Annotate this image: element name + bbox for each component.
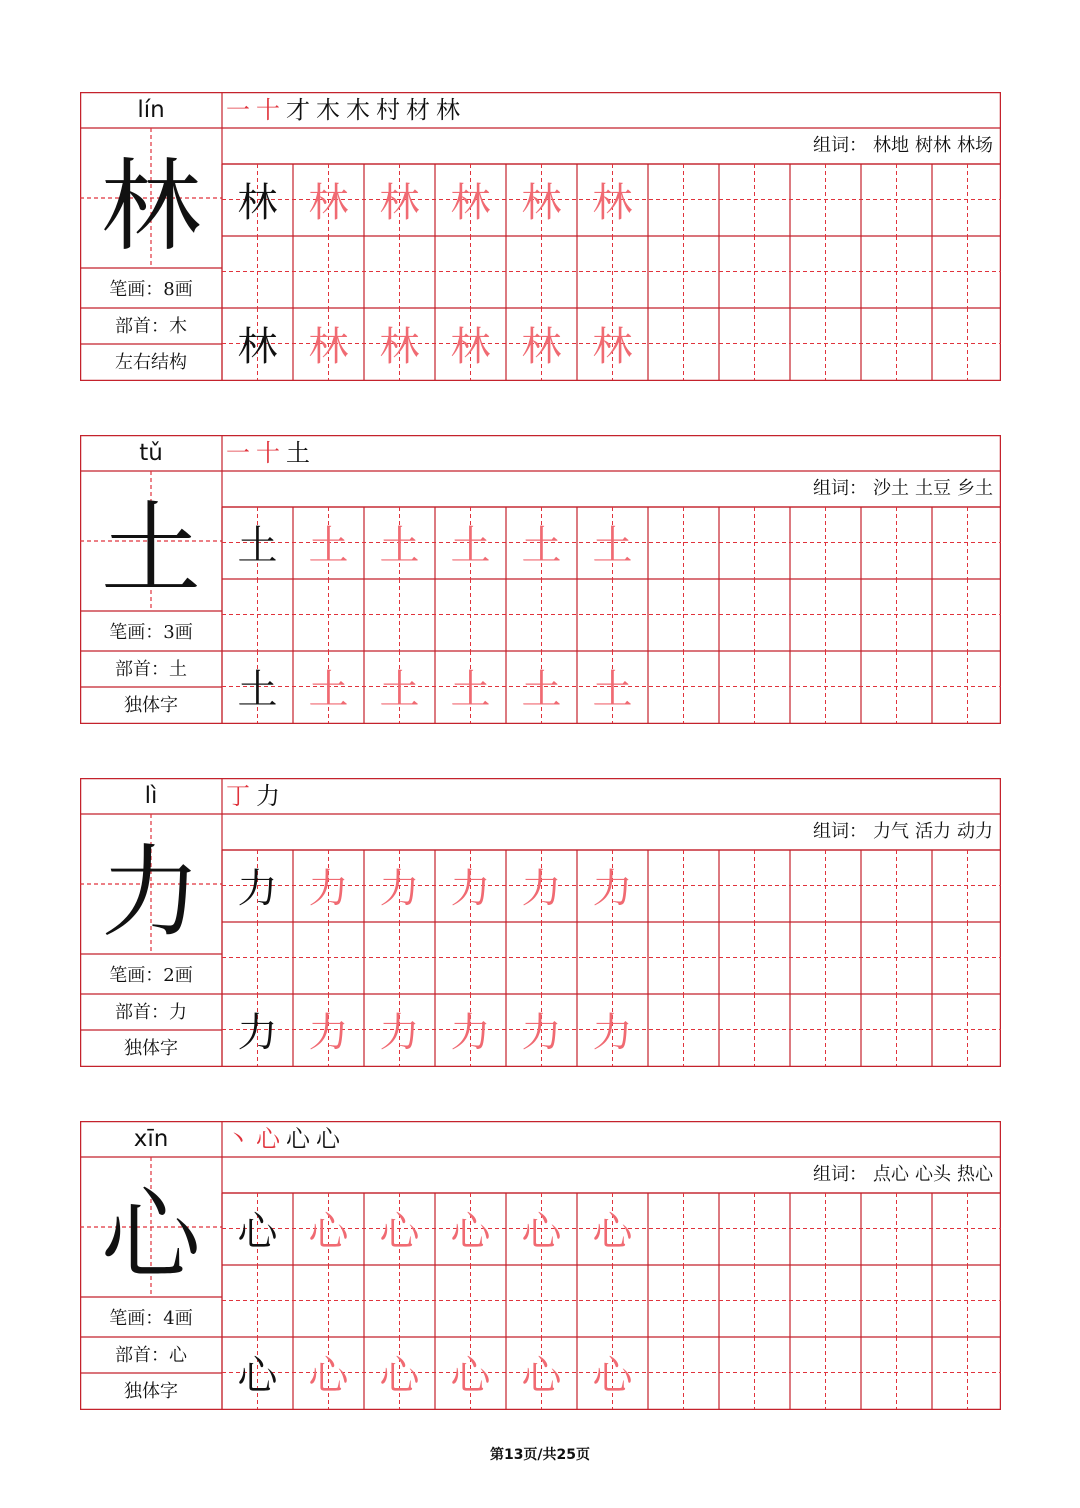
trace-char: 林 <box>521 180 562 226</box>
stroke-order <box>226 92 466 128</box>
trace-char: 林 <box>592 180 633 226</box>
stroke-step: 林 <box>436 96 466 124</box>
trace-char: 土 <box>592 667 633 713</box>
stroke-order <box>226 778 286 814</box>
model-character: 心 <box>101 1177 201 1294</box>
word: 树林 <box>915 135 951 156</box>
word-examples <box>807 1157 993 1193</box>
practice-model: 力 <box>237 1010 278 1056</box>
practice-model: 土 <box>237 667 278 713</box>
trace-char: 林 <box>379 324 420 370</box>
practice-model: 林 <box>237 180 278 226</box>
trace-char: 力 <box>379 1010 420 1056</box>
words-label: 组词： <box>813 821 867 842</box>
word: 心头 <box>915 1164 951 1185</box>
trace-char: 土 <box>308 667 349 713</box>
trace-char: 力 <box>450 866 491 912</box>
trace-char: 力 <box>450 1010 491 1056</box>
trace-char: 心 <box>308 1209 349 1255</box>
stroke-count: 笔画：3画 <box>109 622 193 643</box>
stroke-step: 心 <box>256 1125 286 1153</box>
trace-char: 土 <box>521 523 562 569</box>
trace-char: 力 <box>521 1010 562 1056</box>
trace-char: 心 <box>521 1353 562 1399</box>
practice-model: 心 <box>237 1353 278 1399</box>
trace-char: 心 <box>450 1209 491 1255</box>
trace-char: 土 <box>592 523 633 569</box>
trace-char: 土 <box>521 667 562 713</box>
trace-char: 土 <box>379 667 420 713</box>
trace-char: 林 <box>592 324 633 370</box>
words-label: 组词： <box>813 478 867 499</box>
word: 乡土 <box>957 478 993 499</box>
character-card-2 <box>80 778 1001 1067</box>
word: 力气 <box>873 821 909 842</box>
trace-char: 心 <box>521 1209 562 1255</box>
structure: 独体字 <box>124 1038 178 1059</box>
stroke-step: 心 <box>286 1125 316 1153</box>
stroke-step: 一 <box>226 96 256 124</box>
word: 林地 <box>873 135 909 156</box>
word: 动力 <box>957 821 993 842</box>
trace-char: 力 <box>308 866 349 912</box>
practice-model: 心 <box>237 1209 278 1255</box>
pinyin: xīn <box>133 1126 169 1152</box>
word: 林场 <box>957 135 993 156</box>
word-examples <box>807 814 993 850</box>
character-card-1 <box>80 435 1001 724</box>
trace-char: 力 <box>308 1010 349 1056</box>
stroke-step: 土 <box>286 439 316 467</box>
word-examples <box>807 471 993 507</box>
stroke-step: 十 <box>256 439 286 467</box>
radical: 部首：木 <box>115 316 187 337</box>
trace-char: 林 <box>308 180 349 226</box>
stroke-order <box>226 1121 346 1157</box>
trace-char: 力 <box>592 1010 633 1056</box>
word: 点心 <box>873 1164 909 1185</box>
stroke-step: 心 <box>316 1125 346 1153</box>
radical: 部首：土 <box>115 659 187 680</box>
trace-char: 土 <box>450 667 491 713</box>
trace-char: 林 <box>450 180 491 226</box>
word: 热心 <box>957 1164 993 1185</box>
model-character: 土 <box>101 491 201 608</box>
structure: 左右结构 <box>115 352 187 373</box>
pinyin: lì <box>144 783 158 809</box>
trace-char: 林 <box>521 324 562 370</box>
trace-char: 心 <box>308 1353 349 1399</box>
trace-char: 心 <box>379 1353 420 1399</box>
trace-char: 土 <box>308 523 349 569</box>
trace-char: 林 <box>308 324 349 370</box>
stroke-step: 材 <box>406 96 436 124</box>
word-examples <box>807 128 993 164</box>
words-label: 组词： <box>813 135 867 156</box>
stroke-order <box>226 435 316 471</box>
model-character: 林 <box>101 148 201 265</box>
word: 沙土 <box>873 478 909 499</box>
stroke-step: 丁 <box>226 782 256 810</box>
trace-char: 力 <box>592 866 633 912</box>
stroke-step: 一 <box>226 439 256 467</box>
practice-model: 林 <box>237 324 278 370</box>
model-character: 力 <box>101 834 201 951</box>
word: 活力 <box>915 821 951 842</box>
trace-char: 土 <box>379 523 420 569</box>
trace-char: 林 <box>450 324 491 370</box>
stroke-count: 笔画：2画 <box>109 965 193 986</box>
trace-char: 力 <box>521 866 562 912</box>
stroke-step: 十 <box>256 96 286 124</box>
structure: 独体字 <box>124 695 178 716</box>
stroke-step: 丶 <box>226 1125 256 1153</box>
trace-char: 林 <box>379 180 420 226</box>
pinyin: lín <box>137 97 165 123</box>
page-number: 第13页/共25页 <box>489 1447 591 1463</box>
stroke-step: 木 <box>316 96 346 124</box>
trace-char: 心 <box>379 1209 420 1255</box>
stroke-step: 木 <box>346 96 376 124</box>
words-label: 组词： <box>813 1164 867 1185</box>
trace-char: 力 <box>379 866 420 912</box>
pinyin: tǔ <box>139 440 163 466</box>
trace-char: 心 <box>592 1209 633 1255</box>
practice-model: 力 <box>237 866 278 912</box>
stroke-step: 力 <box>256 782 286 810</box>
practice-model: 土 <box>237 523 278 569</box>
character-card-0 <box>80 92 1001 381</box>
trace-char: 心 <box>592 1353 633 1399</box>
word: 土豆 <box>915 478 951 499</box>
stroke-step: 才 <box>286 96 316 124</box>
radical: 部首：心 <box>115 1345 187 1366</box>
trace-char: 心 <box>450 1353 491 1399</box>
trace-char: 土 <box>450 523 491 569</box>
character-card-3 <box>80 1121 1001 1410</box>
radical: 部首：力 <box>115 1002 187 1023</box>
stroke-count: 笔画：4画 <box>109 1308 193 1329</box>
structure: 独体字 <box>124 1381 178 1402</box>
stroke-step: 村 <box>376 96 406 124</box>
stroke-count: 笔画：8画 <box>109 279 193 300</box>
